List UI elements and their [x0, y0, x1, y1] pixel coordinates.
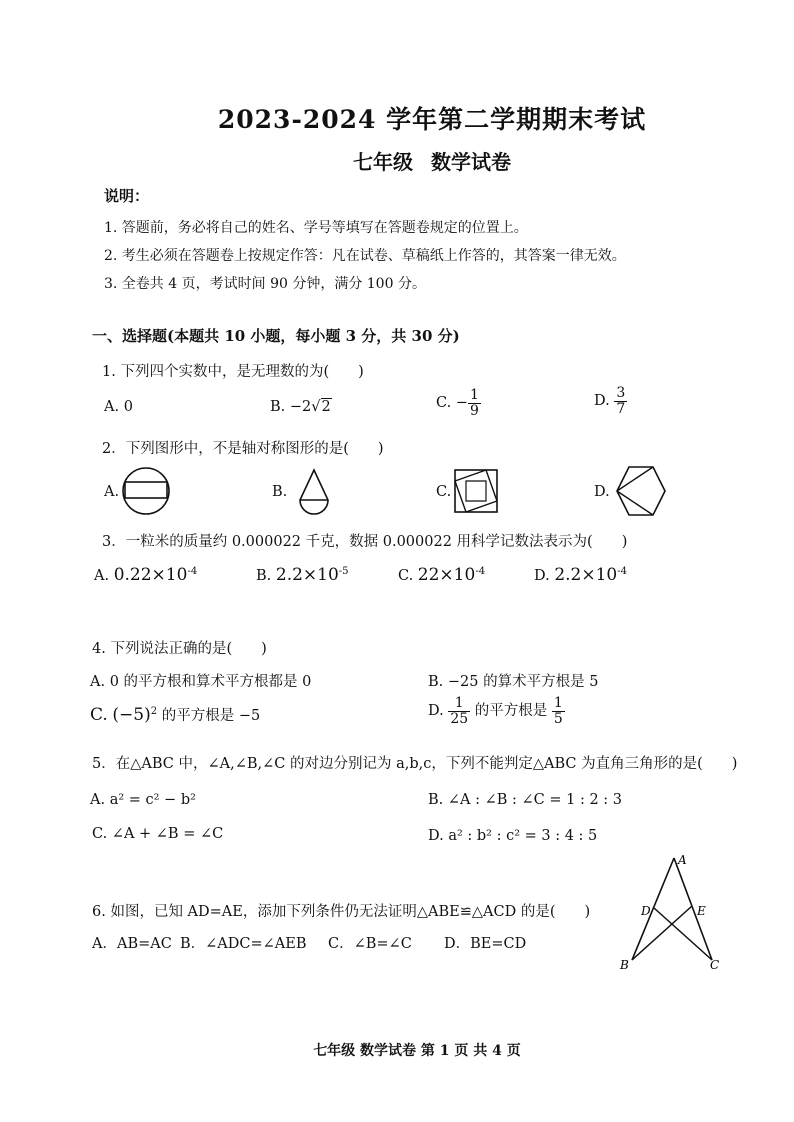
q3-c-exp: -4	[475, 566, 486, 578]
q1-b-label: B.	[270, 399, 286, 415]
q4-c-expr: (−5)	[112, 705, 151, 725]
q1-d-label: D.	[594, 393, 610, 410]
q3-b-exp: -5	[338, 566, 349, 578]
q6-option-b: B．∠ADC=∠AEB	[180, 936, 307, 952]
q2-option-b-label: B.	[272, 484, 288, 500]
q2-option-c-label: C.	[436, 484, 452, 500]
note-item-1: 1. 答题前，务必将自己的姓名、学号等填写在答题卷规定的位置上。	[104, 220, 528, 236]
q1-option-a: A. 0	[104, 399, 133, 415]
q3-c-label: C.	[398, 568, 414, 584]
q4-c-text: 的平方根是 −5	[161, 708, 261, 724]
q1-c-num: 1	[469, 387, 479, 403]
figure-label-b: B	[620, 958, 629, 972]
q3-a-exp: -4	[187, 566, 198, 578]
notes-heading: 说明：	[104, 187, 150, 205]
q5-option-c: C. ∠A + ∠B = ∠C	[92, 826, 224, 842]
q3-option-c	[398, 565, 485, 585]
q6-option-c: C．∠B=∠C	[328, 936, 412, 952]
q4-d-mid: 的平方根是	[474, 703, 548, 720]
q4-option-c	[90, 704, 260, 725]
q1-d-fraction	[614, 386, 627, 416]
q1-b-root: 2	[321, 399, 331, 415]
q1-d-num: 3	[616, 385, 626, 401]
q1-d-den: 7	[616, 400, 626, 417]
q2-option-a-label: A.	[104, 484, 120, 500]
q4-option-b: B. −25 的算术平方根是 5	[428, 674, 599, 690]
q4-d-fraction-1	[448, 696, 470, 726]
q6-triangle-figure	[618, 852, 730, 974]
section-title: 一、选择题(本题共 10 小题，每小题 3 分，共 30 分)	[92, 327, 460, 345]
figure-label-a: A	[678, 853, 687, 867]
q4-option-a: A. 0 的平方根和算术平方根都是 0	[90, 674, 312, 690]
q4-stem: 4. 下列说法正确的是( )	[92, 641, 267, 657]
q4-d-fraction-2	[552, 696, 565, 726]
q4-option-d	[428, 696, 565, 726]
exam-title: 2023-2024 学年第二学期期末考试	[217, 105, 647, 134]
q4-d-den2: 5	[553, 710, 563, 727]
q3-a-label: A.	[94, 568, 110, 584]
note-item-2: 2. 考生必须在答题卷上按规定作答：凡在试卷、草稿纸上作答的，其答案一律无效。	[104, 248, 626, 264]
q4-d-num: 1	[448, 696, 470, 712]
q6-option-a: A．AB=AC	[92, 936, 172, 952]
q3-b-label: B.	[256, 568, 272, 584]
q3-option-a	[94, 565, 197, 585]
page-footer: 七年级 数学试卷 第 1 页 共 4 页	[313, 1043, 521, 1059]
q1-c-den: 9	[469, 402, 479, 419]
q4-c-label: C.	[90, 705, 108, 725]
figure-label-e: E	[697, 904, 706, 918]
q5-option-a: A. a² = c² − b²	[90, 792, 196, 808]
q5-option-d: D. a² : b² : c² = 3 : 4 : 5	[428, 828, 598, 844]
q6-option-d: D．BE=CD	[444, 936, 527, 952]
q3-option-d	[534, 565, 627, 585]
q1-option-d	[594, 386, 627, 416]
q4-d-label: D.	[428, 703, 444, 720]
q6-stem: 6. 如图，已知 AD=AE，添加下列条件仍无法证明△ABE≌△ACD 的是( )	[92, 904, 591, 920]
q2-option-d-label: D.	[594, 484, 610, 500]
q2-figure-a	[120, 467, 172, 515]
q3-c-base: 22×10	[417, 565, 476, 585]
q1-c-label: C.	[436, 395, 452, 412]
q3-b-base: 2.2×10	[275, 565, 339, 585]
q2-figure-c	[453, 468, 499, 514]
q4-d-den: 25	[450, 710, 469, 727]
q5-option-b: B. ∠A : ∠B : ∠C = 1 : 2 : 3	[428, 792, 623, 808]
q2-figure-d	[613, 465, 667, 517]
q3-d-base: 2.2×10	[554, 565, 618, 585]
q1-option-b: B. −2√2	[270, 399, 331, 415]
q2-figure-b	[296, 468, 332, 516]
grade-label: 七年级	[353, 150, 413, 174]
q1-c-sign: −	[455, 395, 468, 412]
q3-option-b	[256, 565, 349, 585]
figure-label-d: D	[641, 904, 651, 918]
q1-option-c	[436, 388, 481, 418]
q1-c-fraction	[468, 388, 481, 418]
q3-stem: 3．一粒米的质量约 0.000022 千克，数据 0.000022 用科学记数法表示为( )	[102, 534, 628, 550]
note-item-3: 3. 全卷共 4 页，考试时间 90 分钟，满分 100 分。	[104, 276, 426, 292]
q2-stem: 2．下列图形中，不是轴对称图形的是( )	[102, 441, 384, 457]
q4-d-num2: 1	[553, 695, 563, 711]
q1-b-value: −2	[289, 399, 312, 415]
exam-subtitle	[0, 146, 794, 175]
q5-stem: 5．在△ABC 中，∠A,∠B,∠C 的对边分别记为 a,b,c，下列不能判定△ABC 为直角三角形的是( )	[92, 756, 738, 772]
q4-c-exp: 2	[150, 706, 158, 718]
q3-d-exp: -4	[617, 566, 627, 578]
q3-d-label: D.	[534, 568, 550, 584]
figure-label-c: C	[710, 958, 720, 972]
q1-stem: 1. 下列四个实数中，是无理数的为( )	[102, 364, 364, 380]
subject-label: 数学试卷	[431, 150, 511, 174]
q3-a-base: 0.22×10	[113, 565, 188, 585]
